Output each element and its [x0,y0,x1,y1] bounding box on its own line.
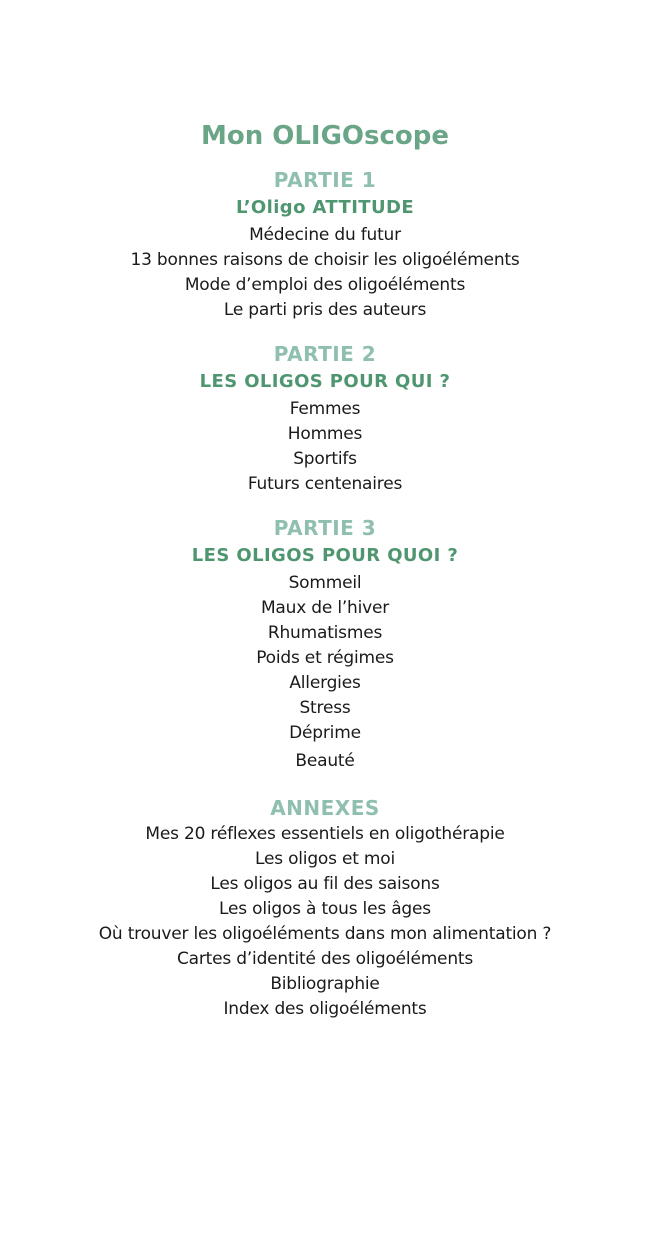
section-spacer [0,497,650,514]
toc-entry[interactable]: Les oligos à tous les âges [219,899,431,919]
part-3-title: LES OLIGOS POUR QUOI ? [191,545,459,566]
toc-entry[interactable]: Les oligos et moi [254,849,395,869]
toc-entry[interactable]: Médecine du futur [249,225,401,245]
toc-entry[interactable]: Poids et régimes [256,648,394,668]
section-spacer [0,774,650,791]
annexes-label: ANNEXES [270,796,380,820]
part-2-title: LES OLIGOS POUR QUI ? [199,371,451,392]
toc-entry[interactable]: Les oligos au fil des saisons [210,874,440,894]
toc-entry[interactable]: Déprime [289,723,361,743]
toc-entry[interactable]: Index des oligoéléments [223,999,427,1019]
part-2-label: PARTIE 2 [273,342,377,366]
toc-entry[interactable]: Bibliographie [270,974,380,994]
toc-entry[interactable]: Sportifs [293,449,357,469]
toc-entry[interactable]: Femmes [289,399,361,419]
toc-entry[interactable]: Futurs centenaires [247,474,403,494]
annexes-section [0,794,650,1022]
toc-entry[interactable]: Allergies [289,673,361,693]
part-3-section [0,514,650,774]
toc-entry[interactable]: Beauté [295,751,355,771]
toc-entry[interactable]: Mode d’emploi des oligoéléments [184,275,466,295]
toc-entry[interactable]: Mes 20 réflexes essentiels en oligothérapie [145,824,505,844]
section-spacer [0,323,650,340]
toc-entry[interactable]: Cartes d’identité des oligoéléments [176,949,474,969]
book-title: Mon OLIGOscope [200,121,450,151]
part-1-label: PARTIE 1 [273,168,377,192]
part-2-section [0,340,650,497]
toc-entry[interactable]: 13 bonnes raisons de choisir les oligoéléments [130,250,520,270]
toc-entry[interactable]: Rhumatismes [267,623,383,643]
toc-entry[interactable]: Hommes [287,424,363,444]
part-1-title: L’Oligo ATTITUDE [235,197,415,218]
toc-entry[interactable]: Où trouver les oligoéléments dans mon alimentation ? [98,924,552,944]
part-3-label: PARTIE 3 [273,516,377,540]
table-of-contents [0,118,650,1022]
part-1-section [0,166,650,323]
toc-entry[interactable]: Sommeil [288,573,362,593]
toc-entry[interactable]: Maux de l’hiver [260,598,390,618]
toc-entry[interactable]: Le parti pris des auteurs [223,300,427,320]
toc-entry[interactable]: Stress [299,698,351,718]
